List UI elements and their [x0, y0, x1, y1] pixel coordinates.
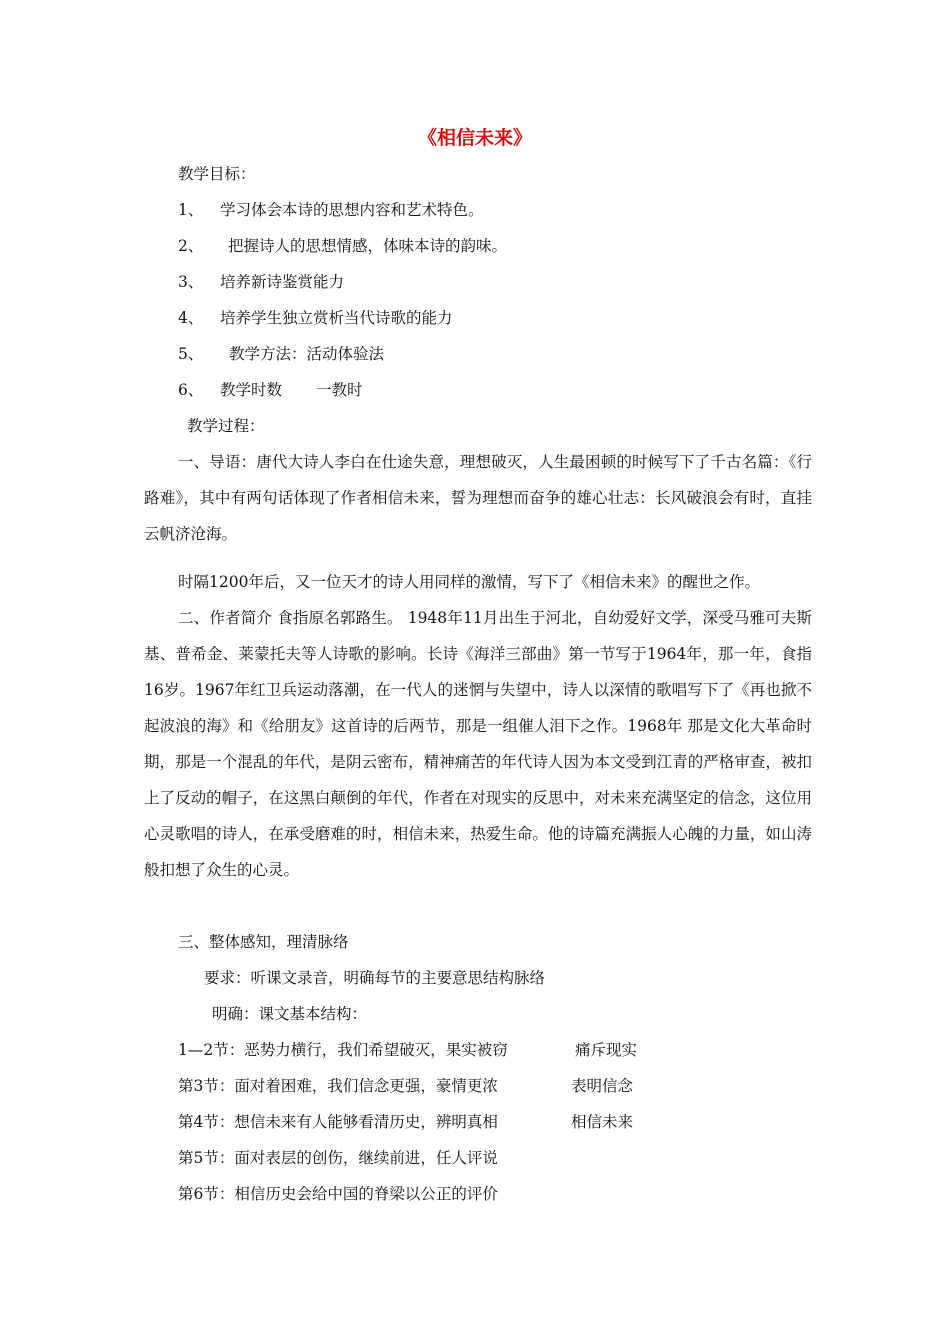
author-paragraph: 二、作者简介 食指原名郭路生。 1948年11月出生于河北，自幼爱好文学，深受马雅可夫斯基、普希金、莱蒙托夫等人诗歌的影响。长诗《海洋三部曲》第一节写于1964年，那一年，食指16岁。1967年红卫兵运动落潮，在一代人的迷惘与失望中，诗人以深情的歌唱写下了《再也掀不起波浪的海》和《给朋友》这首诗的后两节，那是一组催人泪下之作。1968年 那是文化大革命时期，那是一个混乱的年代，是阴云密布，精神痛苦的年代诗人因为本文受到江青的严格审查，被扣上了反动的帽子，在这黑白颠倒的年代，作者在对现实的反思中，对未来充满坚定的信念，这位用心灵歌唱的诗人，在承受磨难的时，相信未来，热爱生命。他的诗篇充满振人心魄的力量，如山涛般扣想了众生的心灵。: [144, 609, 812, 879]
objective-item: [178, 342, 384, 366]
objective-item: [178, 234, 507, 258]
objective-text: 教学时数: [220, 381, 283, 399]
structure-row: [178, 1110, 634, 1134]
structure-text: 第5节：面对表层的创伤，继续前进，任人评说: [178, 1149, 498, 1167]
structure-text: 第6节：相信历史会给中国的脊梁以公正的评价: [178, 1185, 498, 1203]
objective-item: [178, 378, 363, 402]
structure-row: [178, 1074, 634, 1098]
objective-number: 2、: [178, 237, 204, 255]
document-title: 《相信未来》: [417, 127, 532, 149]
objective-number: 5、: [178, 345, 204, 363]
structure-note: 相信未来: [571, 1113, 634, 1131]
objective-item: [178, 270, 344, 294]
structure-text: 1—2节：恶势力横行，我们希望破灭，果实被窃: [178, 1041, 508, 1059]
objective-number: 3、: [178, 273, 204, 291]
objectives-heading: 教学目标：: [178, 165, 256, 183]
requirement-text: 要求：听课文录音，明确每节的主要意思结构脉络: [204, 969, 546, 987]
objective-number: 4、: [178, 309, 204, 327]
section-heading: 三、整体感知，理清脉络: [178, 933, 349, 951]
clarify-text: 明确：课文基本结构：: [212, 1005, 368, 1023]
objective-text: 培养学生独立赏析当代诗歌的能力: [220, 309, 453, 327]
structure-row: [178, 1038, 638, 1062]
objective-text: 把握诗人的思想情感，体味本诗的韵味。: [228, 237, 508, 255]
process-heading: 教学过程：: [187, 417, 265, 435]
objective-number: 1、: [178, 201, 204, 219]
objective-extra: 一教时: [316, 381, 363, 399]
structure-row: [178, 1146, 498, 1170]
objective-number: 6、: [178, 381, 204, 399]
objective-item: [178, 306, 453, 330]
structure-text: 第4节：想信未来有人能够看清历史，辨明真相: [178, 1113, 498, 1131]
objective-text: 学习体会本诗的思想内容和艺术特色。: [220, 201, 484, 219]
structure-text: 第3节：面对着困难，我们信念更强，豪情更浓: [178, 1077, 498, 1095]
structure-row: [178, 1182, 498, 1206]
structure-note: 痛斥现实: [575, 1041, 638, 1059]
structure-note: 表明信念: [571, 1077, 634, 1095]
objective-text: 培养新诗鉴赏能力: [220, 273, 345, 291]
intro-paragraph: 一、导语：唐代大诗人李白在仕途失意，理想破灭，人生最困顿的时候写下了千古名篇：《行路难》，其中有两句话体现了作者相信未来，誓为理想而奋争的雄心壮志：长风破浪会有时，直挂云帆济沧海。: [144, 453, 812, 543]
intro-paragraph-2: 时隔1200年后，又一位天才的诗人用同样的激情，写下了《相信未来》的醒世之作。: [178, 573, 760, 591]
objective-item: [178, 198, 484, 222]
objective-text: 教学方法：活动体验法: [229, 345, 385, 363]
